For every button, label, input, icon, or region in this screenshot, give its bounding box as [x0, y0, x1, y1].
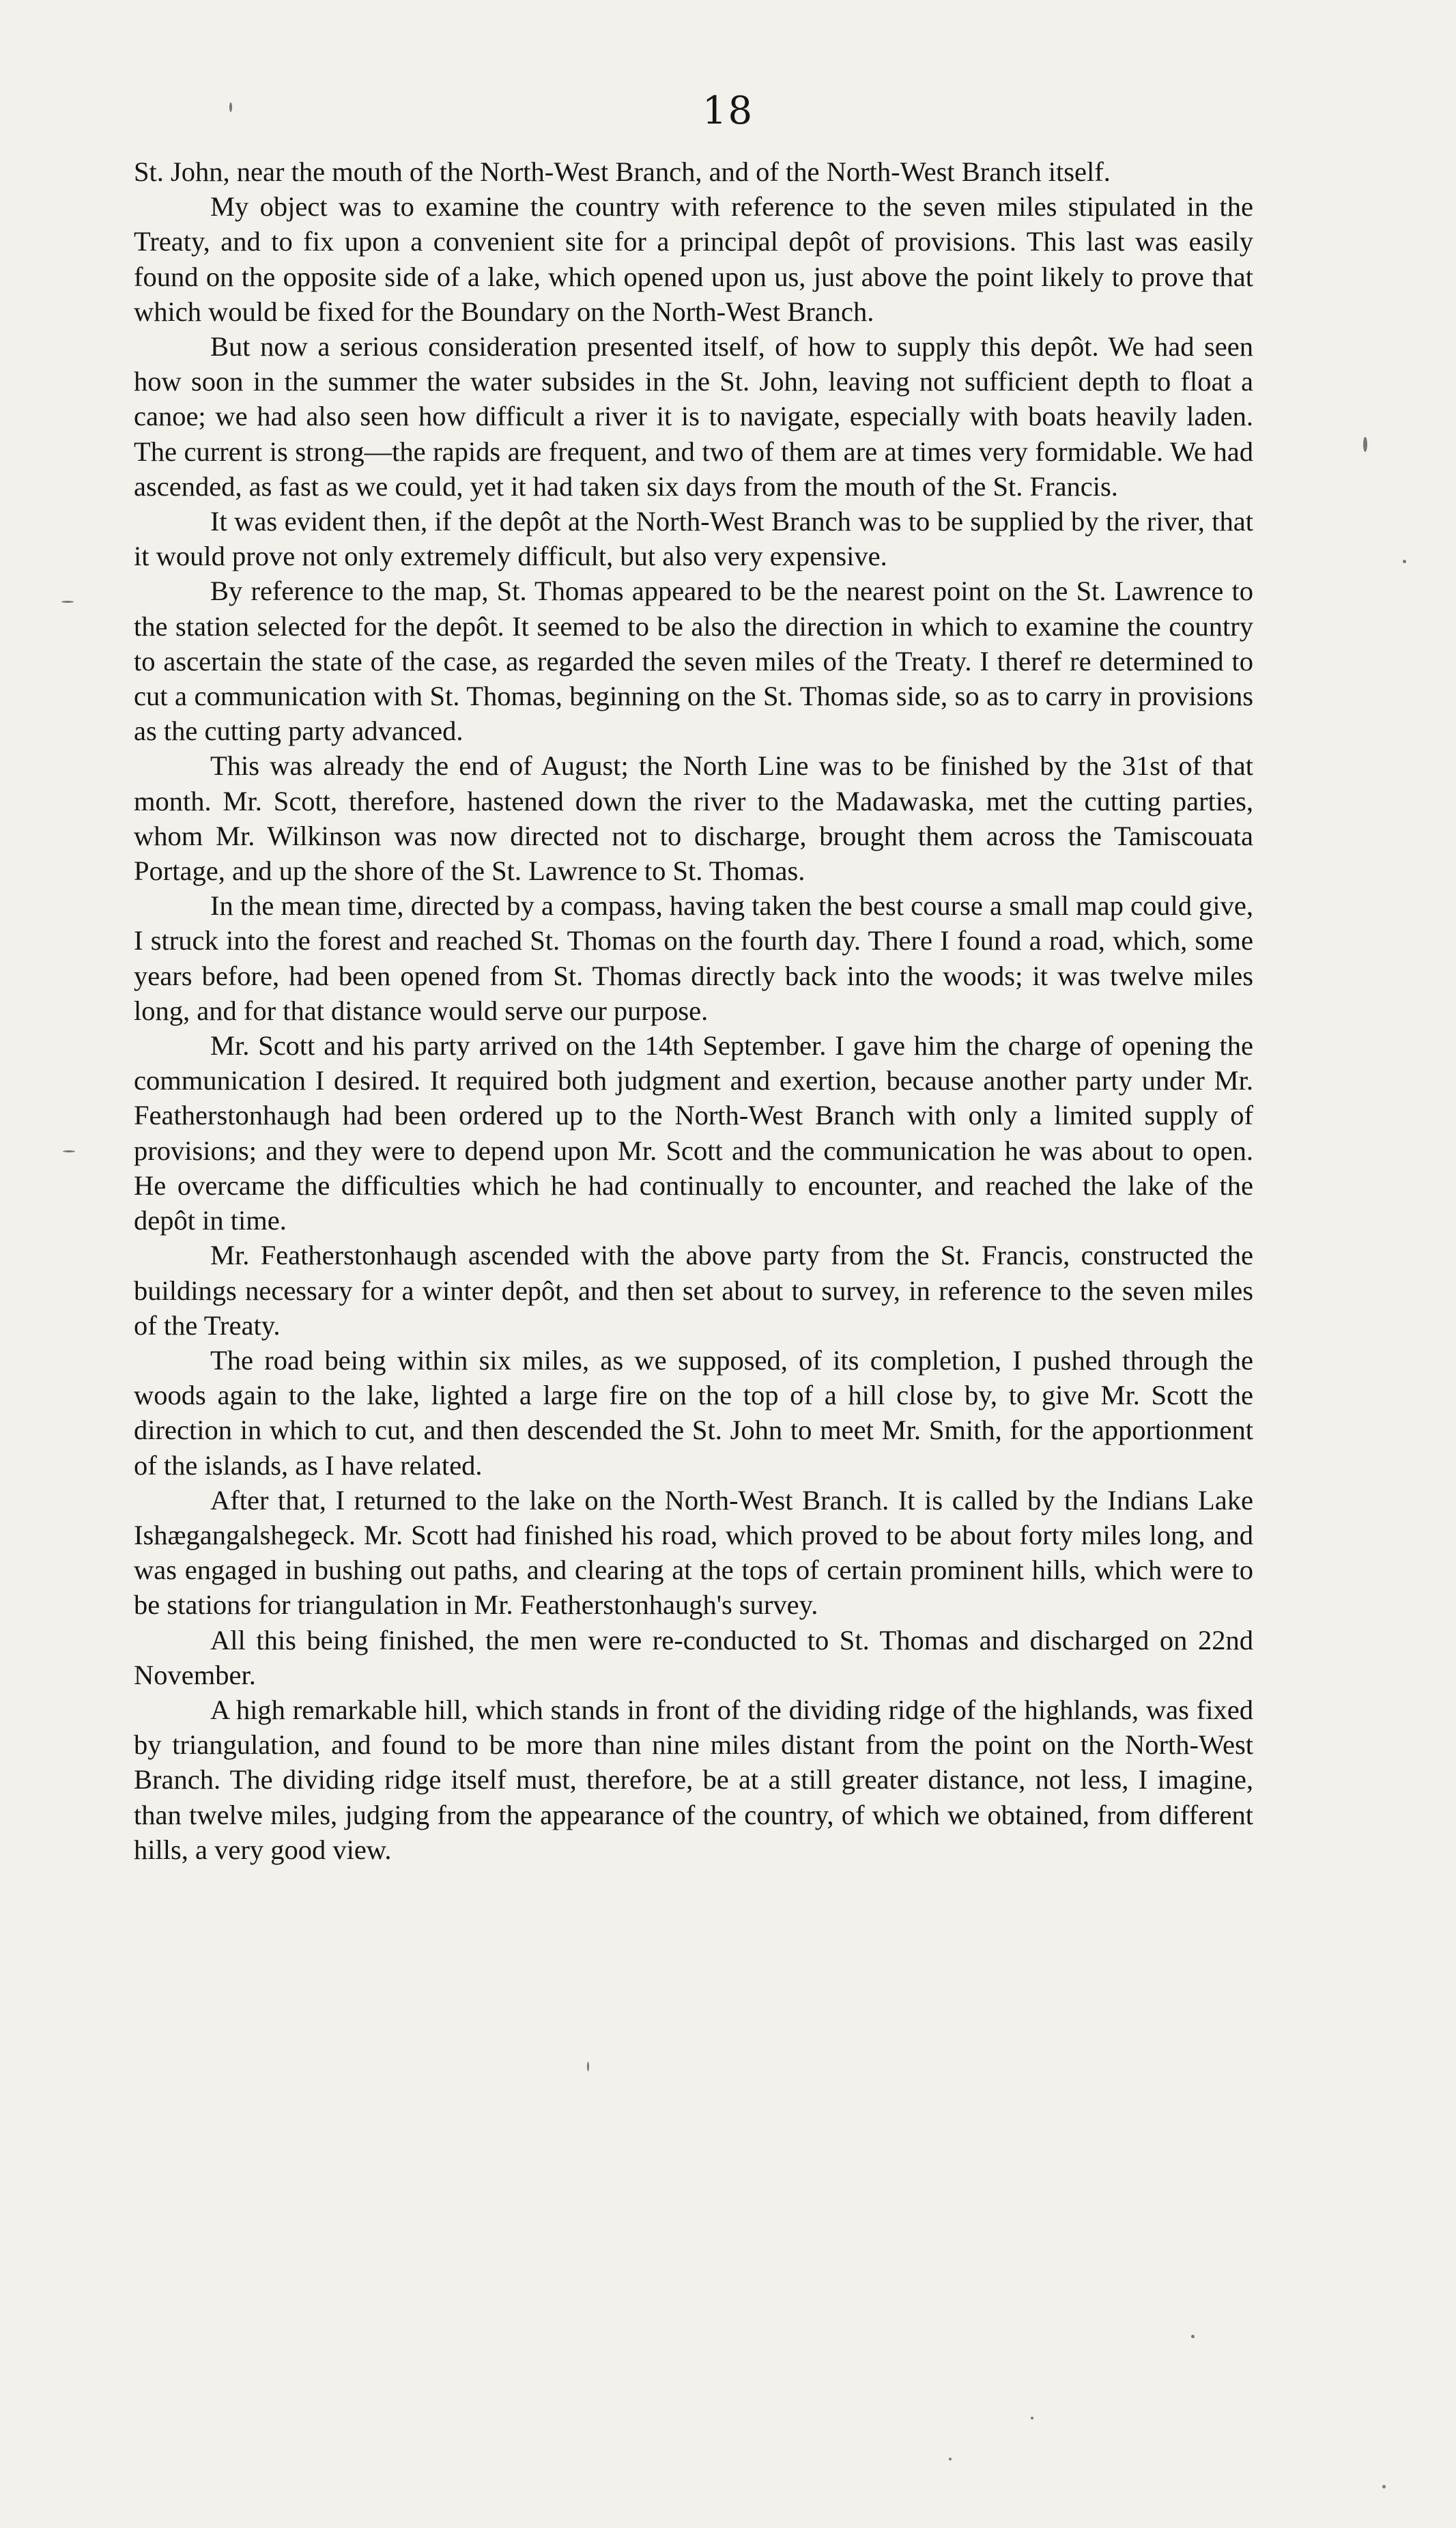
paragraph-10: The road being within six miles, as we supposed, of its completion, I pushed through the woods again to the lake, lighted a large fire on the top of a hill close by, to give Mr. Scott the direction in which to cut, and then descended the St. John to meet Mr. Smith, for the apportionment of the islands, as I have related. [134, 1344, 1253, 1481]
scan-speck [61, 601, 74, 603]
scan-speck [1363, 437, 1367, 452]
paragraph-7: In the mean time, directed by a compass, having taken the best course a small map could give, I struck into the forest and reached St. Thomas on the fourth day. There I found a road, which, some years before, had been opened from St. Thomas directly back into the woods; it was twelve miles long, and for that distance would serve our purpose. [134, 890, 1253, 1026]
paragraph-13: A high remarkable hill, which stands in front of the dividing ridge of the highlands, was fixed by triangulation, and found to be more than nine miles distant from the point on the North-West Branch. The dividing ridge itself must, therefore, be at a still greater distance, not less, I imagine, than twelve miles, judging from the appearance of the country, of which we obtained, from different hills, a very good view. [134, 1694, 1253, 1865]
paragraph-3: But now a serious consideration presented itself, of how to supply this depôt. We had seen how soon in the summer the water subsides in the St. John, leaving not sufficient depth to float a canoe; we had also seen how difficult a river it is to navigate, especially with boats heavily laden. The current is strong—the rapids are frequent, and two of them are at times very formidable. We had ascended, as fast as we could, yet it had taken six days from the mouth of the St. Francis. [134, 331, 1253, 502]
scan-speck [587, 2062, 589, 2071]
scan-speck [1191, 2335, 1195, 2338]
scan-speck [229, 102, 232, 112]
scan-speck [63, 1150, 75, 1152]
body-text [134, 154, 1253, 1867]
paragraph-5: By reference to the map, St. Thomas appeared to be the nearest point on the St. Lawrence to the station selected for the depôt. It seemed to be also the direction in which to examine the country to ascertain the state of the case, as regarded the seven miles of the Treaty. I theref re determined to cut a communication with St. Thomas, beginning on the St. Thomas side, so as to carry in provisions as the cutting party advanced. [134, 576, 1253, 747]
scan-speck [1403, 560, 1406, 563]
paragraph-12: All this being finished, the men were re-conducted to St. Thomas and discharged on 22nd November. [134, 1624, 1253, 1690]
paragraph-8: Mr. Scott and his party arrived on the 14th September. I gave him the charge of opening the communication I desired. It required both judgment and exertion, because another party under Mr. Featherstonhaugh had been ordered up to the North-West Branch with only a limited supply of provisions; and they were to depend upon Mr. Scott and the communication he was about to open. He overcame the difficulties which he had continually to encounter, and reached the lake of the depôt in time. [134, 1030, 1253, 1236]
scan-speck [1382, 2485, 1386, 2488]
paragraph-4: It was evident then, if the depôt at the North-West Branch was to be supplied by the river, that it would prove not only extremely difficult, but also very expensive. [134, 506, 1253, 572]
paragraph-11: After that, I returned to the lake on the North-West Branch. It is called by the Indians Lake Ishægangalshegeck. Mr. Scott had finished his road, which proved to be about forty miles long, and was engaged in bushing out paths, and clearing at the tops of certain prominent hills, which were to be stations for triangulation in Mr. Featherstonhaugh's survey. [134, 1484, 1253, 1621]
scan-speck [1031, 2417, 1033, 2419]
paragraph-9: Mr. Featherstonhaugh ascended with the above party from the St. Francis, constructed the buildings necessary for a winter depôt, and then set about to survey, in reference to the seven miles of the Treaty. [134, 1240, 1253, 1341]
paragraph-6: This was already the end of August; the North Line was to be finished by the 31st of that month. Mr. Scott, therefore, hastened down the river to the Madawaska, met the cutting parties, whom Mr. Wilkinson was now directed not to discharge, brought them across the Tamiscouata Portage, and up the shore of the St. Lawrence to St. Thomas. [134, 750, 1253, 887]
paragraph-1: St. John, near the mouth of the North-West Branch, and of the North-West Branch itself. [134, 156, 1111, 187]
page-number: 18 [702, 89, 754, 133]
scan-speck [949, 2458, 952, 2460]
paragraph-2: My object was to examine the country with reference to the seven miles stipulated in the Treaty, and to fix upon a convenient site for a principal depôt of provisions. This last was easily found on the opposite side of a lake, which opened upon us, just above the point likely to prove that which would be fixed for the Boundary on the North-West Branch. [134, 191, 1253, 327]
